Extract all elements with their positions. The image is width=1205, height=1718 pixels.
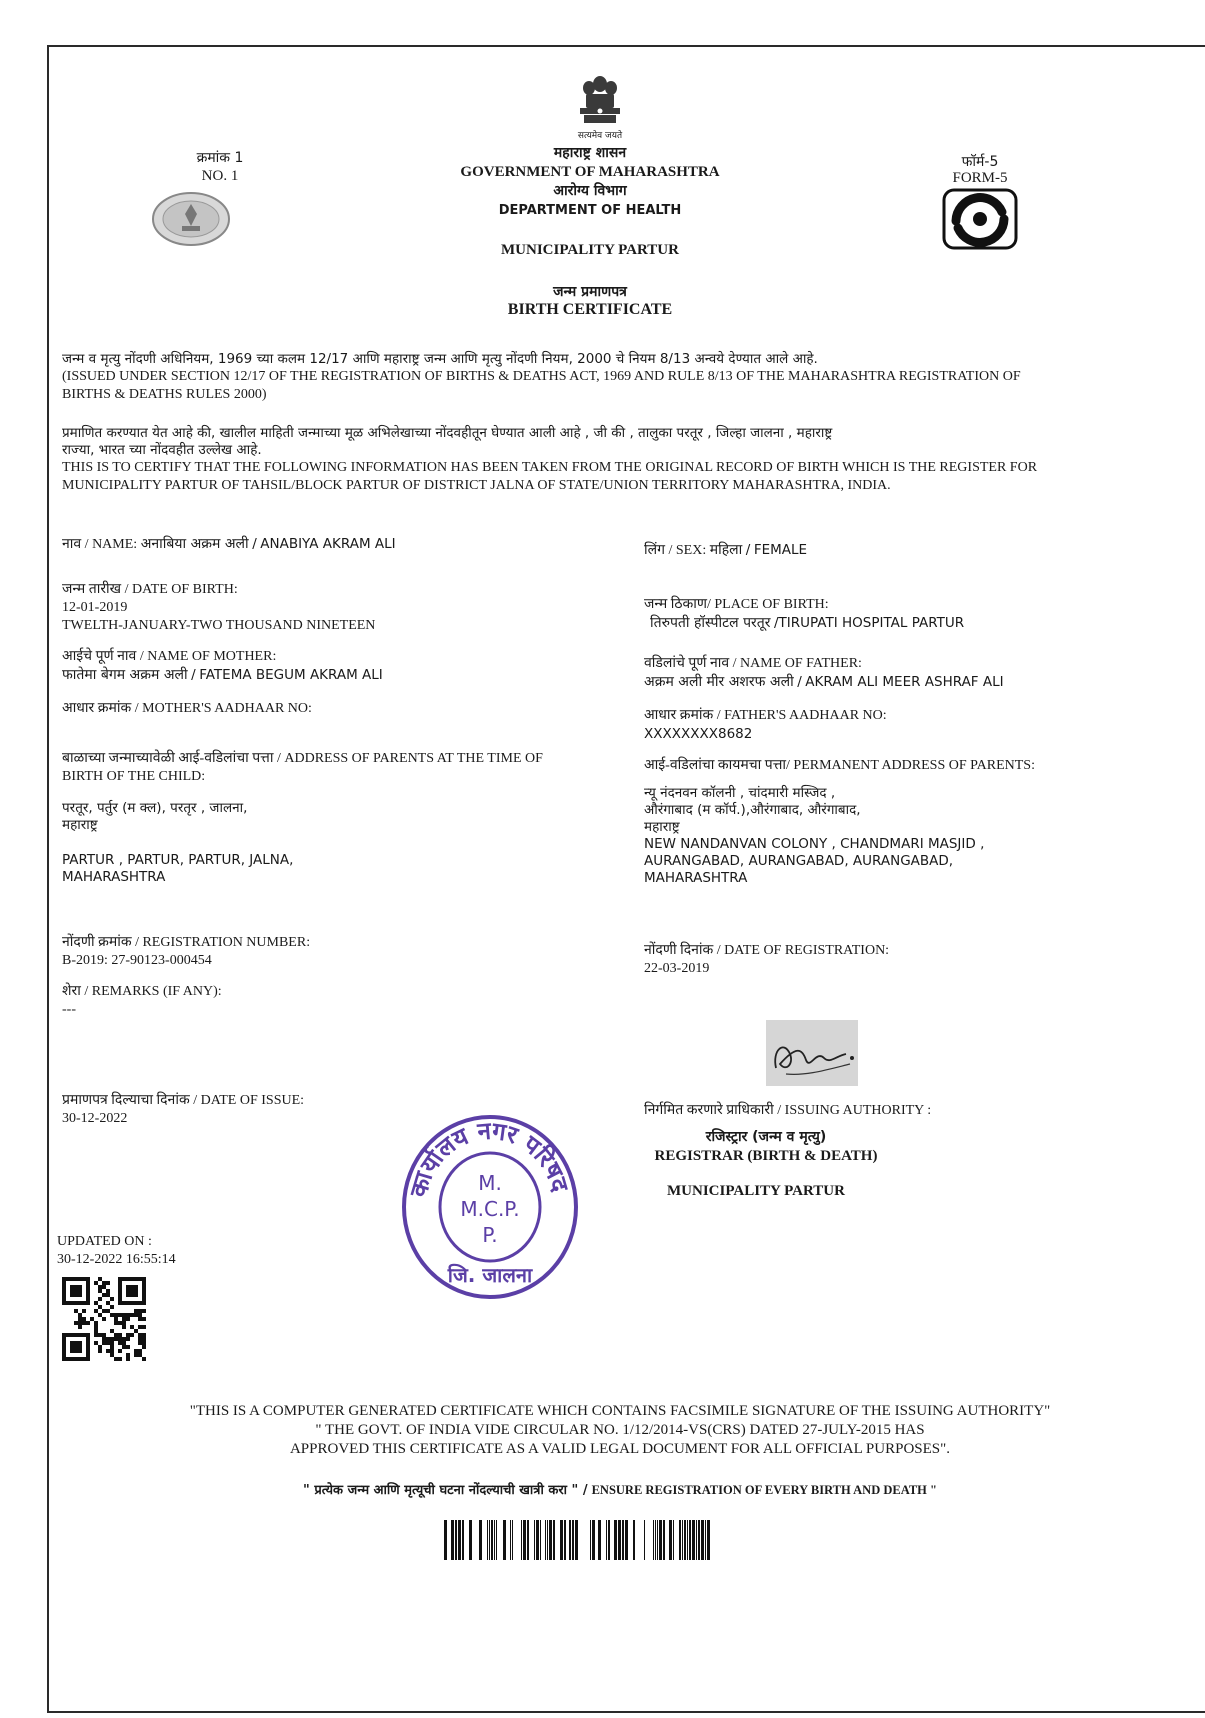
municipal-seal-icon (400, 1112, 580, 1302)
mother-en: FATEMA BEGUM AKRAM ALI (199, 667, 383, 683)
gov-mr: महाराष्ट्र शासन (553, 145, 627, 161)
father-aadhaar-label: आधार क्रमांक / FATHER'S AADHAAR NO: (644, 708, 887, 723)
pob-label: जन्म ठिकाण/ PLACE OF BIRTH: (644, 597, 829, 612)
registrar-block (626, 1128, 906, 1166)
qr-code (62, 1277, 146, 1361)
updated-value: 30-12-2022 16:55:14 (57, 1252, 176, 1267)
addr-perm-mr-3: महाराष्ट्र (644, 819, 680, 835)
addr-perm-label: आई-वडिलांचा कायमचा पत्ता/ PERMANENT ADDRESS OF PARENTS: (644, 758, 1035, 773)
pob-mr: तिरुपती हॉस्पीटल परतूर (650, 615, 771, 631)
mother-field: आईचे पूर्ण नाव / NAME OF MOTHER: फातेमा बेगम अक्रम अली / FATEMA BEGUM AKRAM ALI (62, 649, 383, 683)
father-aadhaar-value: XXXXXXXX8682 (644, 726, 753, 742)
stamp-center-1: M. (478, 1171, 502, 1195)
stamp-center-2: M.C.P. (460, 1197, 520, 1221)
title-en: BIRTH CERTIFICATE (507, 301, 673, 318)
disclaimer (100, 1402, 1140, 1459)
crs-logo-icon (942, 188, 1018, 250)
registration-number-field (62, 934, 310, 970)
father-aadhaar-field (644, 707, 887, 743)
addr-birth-label-1: बाळाच्या जन्माच्यावेळी आई-वडिलांचा पत्ता / ADDRESS OF PARENTS AT THE TIME OF (62, 751, 543, 766)
registrar-signature (766, 1020, 858, 1086)
addr-birth-en-2: MAHARASHTRA (62, 869, 166, 885)
name-label: नाव / NAME: (62, 537, 138, 552)
permanent-address (644, 757, 1204, 887)
addr-birth-mr-1: परतूर, पर्तुर (म क्ल), परतृर , जालना, (62, 800, 248, 816)
title-mr: जन्म प्रमाणपत्र (553, 284, 627, 300)
reg-date-value: 22-03-2019 (644, 961, 710, 976)
addr-perm-en-3: MAHARASHTRA (644, 870, 748, 886)
address-at-birth (62, 750, 642, 886)
mother-mr: फातेमा बेगम अक्रम अली (62, 667, 188, 683)
addr-perm-mr-2: औरंगाबाद (म कॉर्प.),औरंगाबाद, औरंगाबाद, (644, 802, 861, 818)
addr-perm-en-2: AURANGABAD, AURANGABAD, AURANGABAD, (644, 853, 954, 869)
disclaimer-1: "THIS IS A COMPUTER GENERATED CERTIFICATE WHICH CONTAINS FACSIMILE SIGNATURE OF THE ISSUING AUTHORITY" (189, 1403, 1051, 1419)
date-of-issue-field (62, 1092, 304, 1128)
certify-en-1: THIS IS TO CERTIFY THAT THE FOLLOWING INFORMATION HAS BEEN TAKEN FROM THE ORIGINAL RECORD OF BIRTH WHICH IS THE REGISTER FOR (62, 460, 1038, 475)
certify-statement (62, 425, 1202, 495)
remarks-field (62, 983, 222, 1019)
official-stamp (400, 1112, 580, 1302)
reg-no-value: B-2019: 27-90123-000454 (62, 953, 212, 968)
addr-birth-en-1: PARTUR , PARTUR, PARTUR, JALNA, (62, 852, 294, 868)
father-field: वडिलांचे पूर्ण नाव / NAME OF FATHER: अक्रम अली मीर अशरफ अली / AKRAM ALI MEER ASHRAF ALI (644, 656, 1004, 690)
dob-label: जन्म तारीख / DATE OF BIRTH: (62, 582, 238, 597)
header-block (420, 144, 760, 220)
pob-en: TIRUPATI HOSPITAL PARTUR (778, 615, 965, 631)
registrar-mr: रजिस्ट्रार (जन्म व मृत्यु) (705, 1129, 827, 1145)
sex-mr: महिला (709, 542, 743, 558)
updated-label: UPDATED ON : (57, 1234, 152, 1249)
stamp-center-3: P. (482, 1223, 498, 1247)
slogan-mr: " प्रत्येक जन्म आणि मृत्यूची घटना नोंदल्याची खात्री करा " / (303, 1483, 588, 1498)
reg-no-label: नोंदणी क्रमांक / REGISTRATION NUMBER: (62, 935, 311, 950)
disclaimer-2: " THE GOVT. OF INDIA VIDE CIRCULAR NO. 1/12/2014-VS(CRS) DATED 27-JULY-2015 HAS (315, 1422, 925, 1438)
name-mr: अनाबिया अक्रम अली (140, 536, 249, 552)
dob-field (62, 581, 375, 635)
certify-en-2: MUNICIPALITY PARTUR OF TAHSIL/BLOCK PARTUR OF DISTRICT JALNA OF STATE/UNION TERRITORY MAHARASHTRA, INDIA. (62, 478, 891, 493)
name-en: ANABIYA AKRAM ALI (260, 536, 396, 552)
registration-date-field (644, 942, 889, 978)
sex-field: लिंग / SEX: महिला / FEMALE (644, 542, 808, 558)
registration-slogan (100, 1480, 1140, 1499)
slogan-en: ENSURE REGISTRATION OF EVERY BIRTH AND DEATH " (591, 1483, 937, 1497)
issue-date-value: 30-12-2022 (62, 1111, 128, 1126)
form-label-mr: फॉर्म-5 (961, 154, 999, 170)
gov-en: GOVERNMENT OF MAHARASHTRA (460, 164, 720, 180)
registrar-en: REGISTRAR (BIRTH & DEATH) (654, 1148, 878, 1164)
serial-label-en: NO. 1 (201, 168, 239, 184)
issued-en-1: (ISSUED UNDER SECTION 12/17 OF THE REGISTRATION OF BIRTHS & DEATHS ACT, 1969 AND RULE 8/13 OF THE MAHARASHTRA REGISTRATION OF (62, 369, 1021, 384)
pob-field: जन्म ठिकाण/ PLACE OF BIRTH: तिरुपती हॉस्पीटल परतूर /TIRUPATI HOSPITAL PARTUR (644, 597, 965, 631)
emblem-motto: सत्यमेव जयते (577, 131, 623, 141)
name-field: नाव / NAME: अनाबिया अक्रम अली / ANABIYA AKRAM ALI (62, 536, 396, 552)
dob-words: TWELTH-JANUARY-TWO THOUSAND NINETEEN (62, 618, 376, 633)
stamp-ring-text: कार्यालय नगर परिषद (404, 1116, 575, 1201)
issued-under-section (62, 351, 1202, 404)
addr-birth-mr-2: महाराष्ट्र (62, 817, 98, 833)
father-mr: अक्रम अली मीर अशरफ अली (644, 674, 794, 690)
dept-en: DEPARTMENT OF HEALTH (498, 203, 682, 218)
updated-on-field (57, 1233, 176, 1269)
authority-municipality: MUNICIPALITY PARTUR (667, 1183, 845, 1199)
crs-logo (942, 188, 1018, 250)
issued-en-2: BIRTHS & DEATHS RULES 2000) (62, 387, 267, 402)
dob-value: 12-01-2019 (62, 600, 128, 615)
state-seal-icon (150, 190, 232, 248)
municipality-heading: MUNICIPALITY PARTUR (501, 242, 679, 258)
serial-label-mr: क्रमांक 1 (196, 150, 244, 166)
sex-label: लिंग / SEX: (644, 543, 707, 558)
dept-mr: आरोग्य विभाग (553, 183, 627, 199)
addr-perm-en-1: NEW NANDANVAN COLONY , CHANDMARI MASJID , (644, 836, 985, 852)
father-label: वडिलांचे पूर्ण नाव / NAME OF FATHER: (644, 656, 862, 671)
stamp-bottom-text: जि. जालना (447, 1263, 533, 1287)
barcode-icon (442, 1520, 712, 1560)
remarks-label: शेरा / REMARKS (IF ANY): (62, 984, 222, 999)
qr-code-icon (62, 1277, 146, 1361)
disclaimer-3: APPROVED THIS CERTIFICATE AS A VALID LEGAL DOCUMENT FOR ALL OFFICIAL PURPOSES". (289, 1441, 951, 1457)
mother-label: आईचे पूर्ण नाव / NAME OF MOTHER: (62, 649, 277, 664)
maharashtra-seal (150, 190, 232, 248)
certify-mr-1: प्रमाणित करण्यात येत आहे की, खालील माहिती जन्माच्या मूळ अभिलेखाच्या नोंदवहीतून घेण्यात आली आहे , जी की , तालुका परतूर , जिल्हा जालना , महाराष्ट्र (62, 425, 833, 441)
form-label-en: FORM-5 (952, 170, 1008, 186)
addr-birth-label-2: BIRTH OF THE CHILD: (62, 769, 206, 784)
issue-date-label: प्रमाणपत्र दिल्याचा दिनांक / DATE OF ISSUE: (62, 1093, 305, 1108)
reg-date-label: नोंदणी दिनांक / DATE OF REGISTRATION: (644, 943, 890, 958)
addr-perm-mr-1: न्यू नंदनवन कॉलनी , चांदमारी मस्जिद , (644, 785, 836, 801)
certify-mr-2: राज्या, भारत च्या नोंदवहीत उल्लेख आहे. (62, 442, 262, 458)
father-en: AKRAM ALI MEER ASHRAF ALI (805, 674, 1004, 690)
mother-aadhaar-field: आधार क्रमांक / MOTHER'S AADHAAR NO: (62, 701, 312, 716)
issued-mr: जन्म व मृत्यु नोंदणी अधिनियम, 1969 च्या कलम 12/17 आणि महाराष्ट्र जन्म आणि मृत्यु नोंदणी नियम, 2000 चे नियम 8/13 अन्वये देण्यात आले आहे. (62, 351, 818, 367)
signature-icon (766, 1020, 858, 1086)
remarks-value: --- (62, 1002, 76, 1017)
issuing-authority-label: निर्गमित करणारे प्राधिकारी / ISSUING AUTHORITY : (644, 1103, 932, 1118)
sex-en: FEMALE (753, 542, 808, 558)
barcode (442, 1520, 712, 1560)
